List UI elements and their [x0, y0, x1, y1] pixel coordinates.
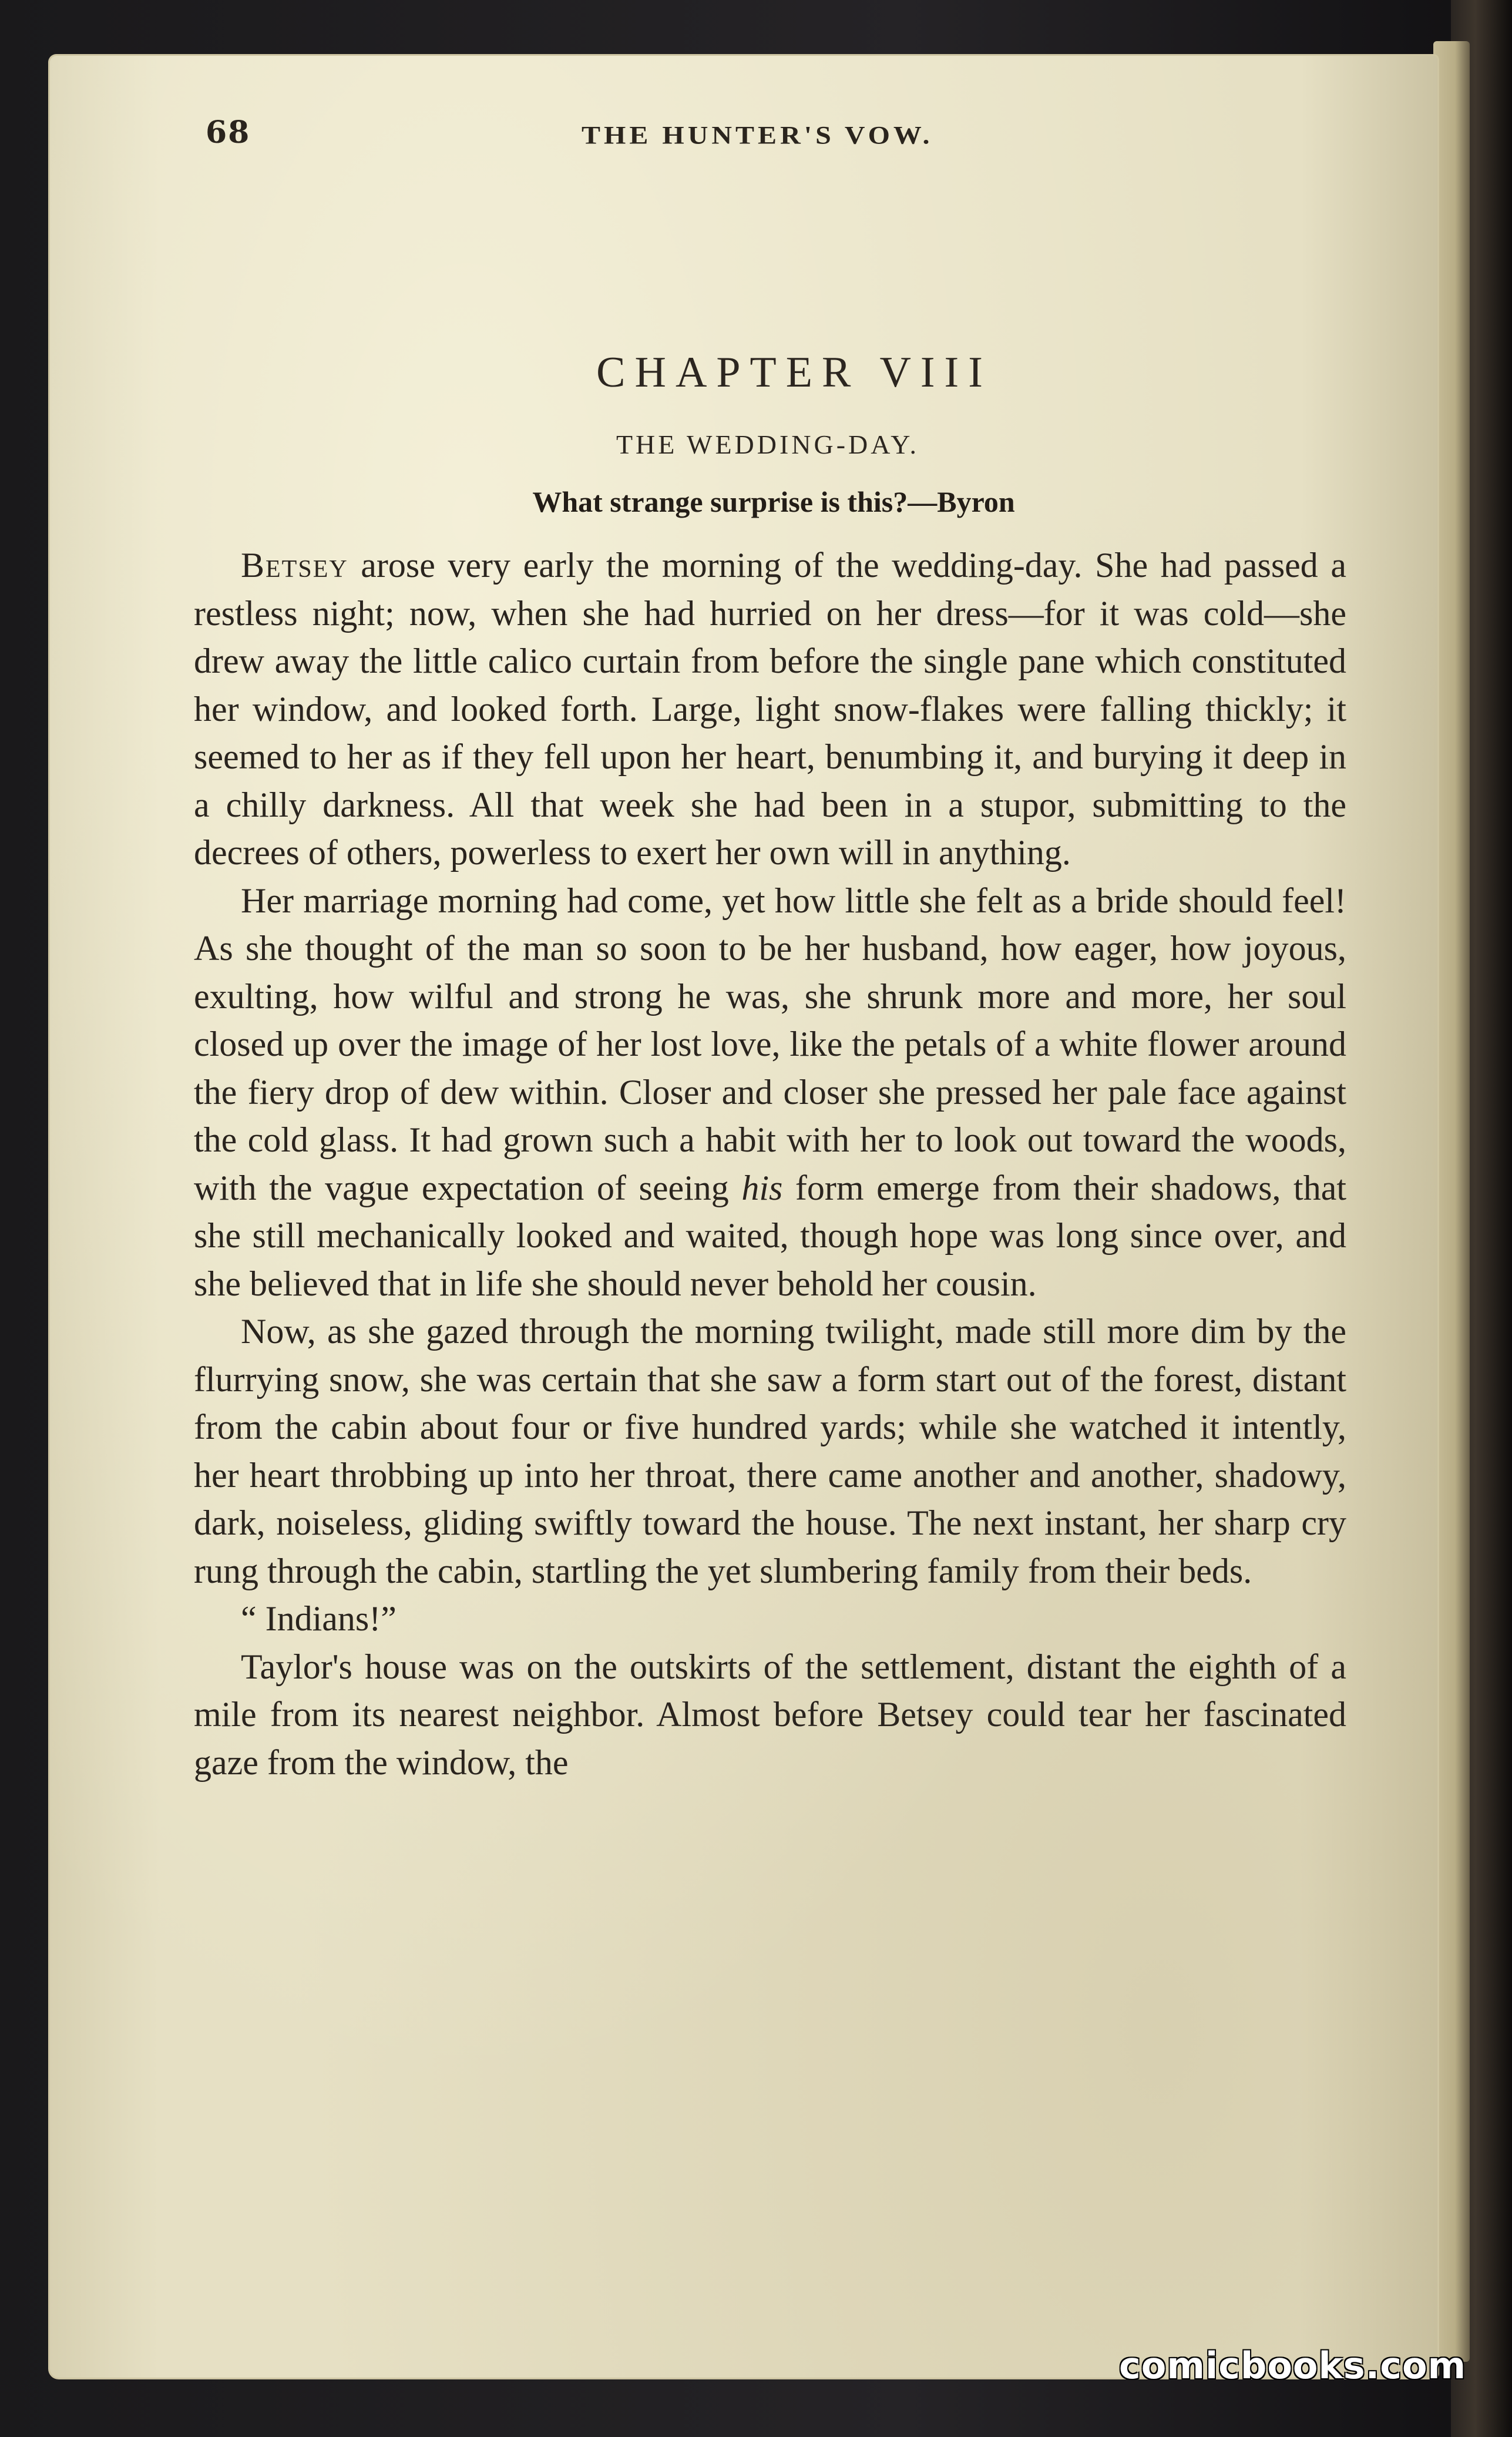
chapter-heading: CHAPTER VIII [596, 348, 992, 397]
paragraph-5: Taylor's house was on the outskirts of the settlement, distant the eighth of a mile from its nearest neighbor. Almost before Betsey could tear her fascinated gaze from the window, the [194, 1647, 1346, 1782]
body-text [194, 542, 1346, 1787]
page-number: 68 [206, 115, 251, 150]
paragraph-2 [194, 877, 1346, 1308]
drop-lead-word: Betsey [241, 546, 348, 585]
paragraph-1-text: arose very early the morning of the wedding-day. She had passed a restless night; now, when she had hurried on her dress—for it was cold—she drew away the little calico curtain from before the single pane which constituted her window, and looked forth. Large, light snow-flakes were falling thickly; it seemed to her as if they fell upon her heart, benumbing it, and burying it deep in a chilly darkness. All that week she had been in a stupor, submitting to the decrees of others, powerless to exert her own will in anything. [194, 546, 1346, 872]
paragraph-2-text-after: form emerge from their shadows, that she still mechanically looked and waited, though hope was long since over, and she believed that in life she should never behold her cousin. [194, 1168, 1346, 1303]
site-watermark: comicbooks.com [1119, 2344, 1467, 2387]
epigraph: What strange surprise is this?—Byron [532, 485, 1015, 518]
paragraph-1 [194, 542, 1346, 877]
chapter-title: THE WEDDING-DAY. [616, 429, 920, 459]
paragraph-2-emphasis: his [741, 1168, 783, 1207]
paragraph-2-text-before: Her marriage morning had come, yet how little she felt as a bride should feel! As she thought of the man so soon to be her husband, how eager, how joyous, exulting, how wilful and strong he was, she shrunk more and more, her soul closed up over the image of her lost love, like the petals of a white flower around the fiery drop of dew within. Closer and closer she pressed her pale face against the cold glass. It had grown such a habit with her to look out toward the woods, with the vague expectation of seeing [194, 881, 1346, 1207]
running-head [159, 115, 1369, 156]
paragraph-4: “ Indians!” [241, 1599, 397, 1638]
paragraph-3: Now, as she gazed through the morning twilight, made still more dim by the flurrying snow, she was certain that she saw a form start out of the forest, distant from the cabin about four or five hundred yards; while she watched it intently, her heart throbbing up into her throat, there came another and another, shadowy, dark, noiseless, gliding swiftly toward the house. The next instant, her sharp cry rung through the cabin, startling the yet slumbering family from their beds. [194, 1312, 1346, 1590]
running-title: THE HUNTER'S VOW. [582, 121, 933, 150]
